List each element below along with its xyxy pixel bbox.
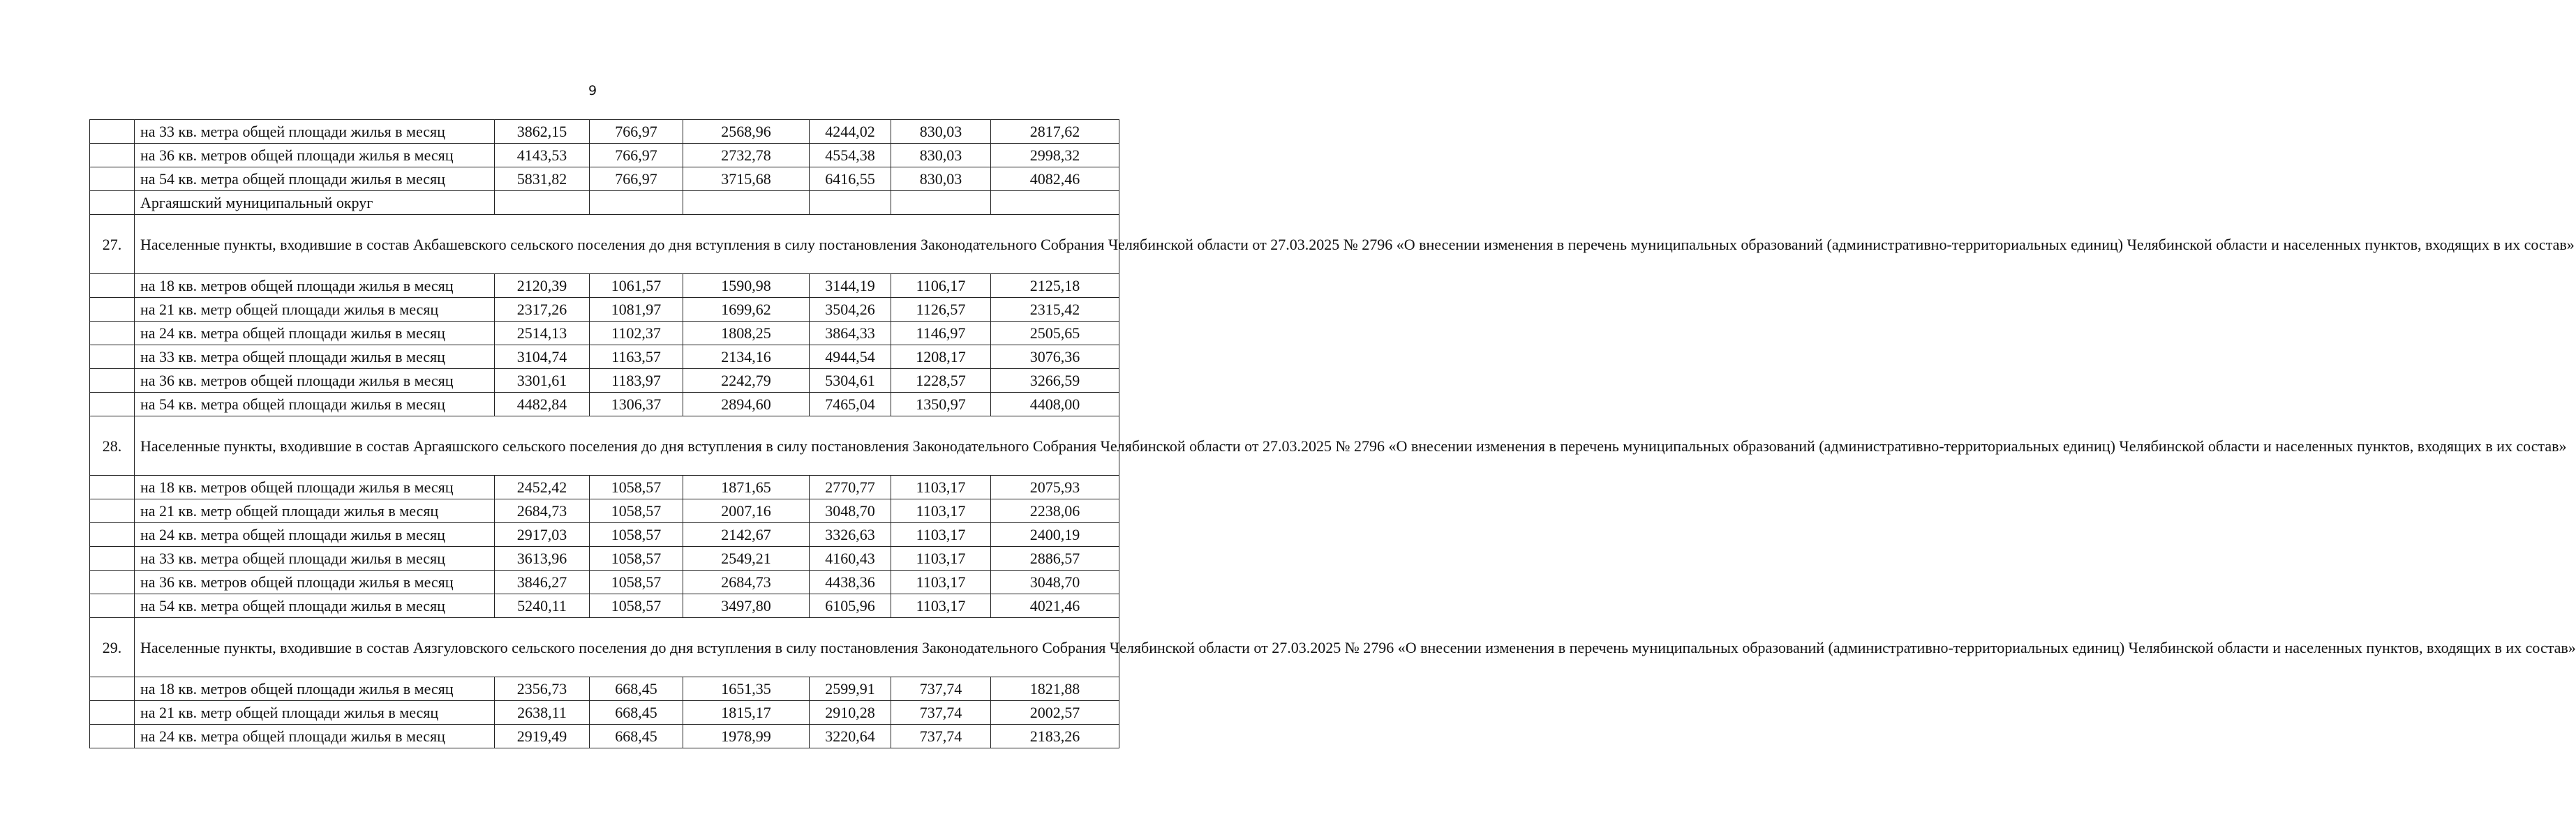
value-cell: 3497,80 bbox=[683, 594, 810, 618]
value-cell: 1103,17 bbox=[891, 571, 991, 594]
table-row bbox=[90, 369, 1119, 393]
row-number bbox=[90, 274, 135, 298]
value-cell: 2125,18 bbox=[991, 274, 1119, 298]
row-number bbox=[90, 345, 135, 369]
value-cell: 2142,67 bbox=[683, 523, 810, 547]
value-cell: 3048,70 bbox=[810, 499, 891, 523]
row-number bbox=[90, 594, 135, 618]
value-cell: 2007,16 bbox=[683, 499, 810, 523]
row-label: на 33 кв. метра общей площади жилья в месяц bbox=[135, 345, 495, 369]
row-label: на 18 кв. метров общей площади жилья в месяц bbox=[135, 476, 495, 499]
value-cell: 2919,49 bbox=[495, 725, 590, 748]
value-cell: 2315,42 bbox=[991, 298, 1119, 322]
row-label: на 33 кв. метра общей площади жилья в месяц bbox=[135, 547, 495, 571]
value-cell: 3715,68 bbox=[683, 167, 810, 191]
value-cell: 5304,61 bbox=[810, 369, 891, 393]
table-row bbox=[90, 547, 1119, 571]
table-row bbox=[90, 120, 1119, 144]
value-cell: 4244,02 bbox=[810, 120, 891, 144]
value-cell: 7465,04 bbox=[810, 393, 891, 416]
value-cell: 668,45 bbox=[590, 725, 683, 748]
row-number bbox=[90, 701, 135, 725]
value-cell: 4944,54 bbox=[810, 345, 891, 369]
value-cell: 1103,17 bbox=[891, 476, 991, 499]
value-cell: 2120,39 bbox=[495, 274, 590, 298]
row-label: на 24 кв. метра общей площади жилья в месяц bbox=[135, 322, 495, 345]
value-cell: 2894,60 bbox=[683, 393, 810, 416]
value-cell: 1103,17 bbox=[891, 547, 991, 571]
value-cell: 2638,11 bbox=[495, 701, 590, 725]
value-cell: 3220,64 bbox=[810, 725, 891, 748]
value-cell: 1058,57 bbox=[590, 476, 683, 499]
value-cell: 3076,36 bbox=[991, 345, 1119, 369]
value-cell: 3613,96 bbox=[495, 547, 590, 571]
value-cell: 1061,57 bbox=[590, 274, 683, 298]
row-label: на 21 кв. метр общей площади жилья в месяц bbox=[135, 298, 495, 322]
value-cell: 3862,15 bbox=[495, 120, 590, 144]
value-cell: 4082,46 bbox=[991, 167, 1119, 191]
value-cell: 4554,38 bbox=[810, 144, 891, 167]
value-cell: 1590,98 bbox=[683, 274, 810, 298]
section-description: Населенные пункты, входившие в состав Аргаяшского сельского поселения до дня вступления в силу постановления Законодательного Собрания Челябинской области от 27.03.2025 № 2796 «О внесении изменения в перечень муниципальных образований (административно-территориальных единиц) Челябинской области и населенных пунктов, входящих в их состав» bbox=[135, 416, 1119, 476]
value-cell: 1651,35 bbox=[683, 677, 810, 701]
tariff-table bbox=[89, 119, 2576, 748]
row-label: на 36 кв. метров общей площади жилья в месяц bbox=[135, 369, 495, 393]
row-number bbox=[90, 322, 135, 345]
value-cell: 830,03 bbox=[891, 144, 991, 167]
value-cell: 1081,97 bbox=[590, 298, 683, 322]
value-cell bbox=[810, 191, 891, 215]
row-number bbox=[90, 547, 135, 571]
row-number bbox=[90, 523, 135, 547]
value-cell: 2075,93 bbox=[991, 476, 1119, 499]
value-cell bbox=[683, 191, 810, 215]
value-cell: 4438,36 bbox=[810, 571, 891, 594]
table-row bbox=[90, 677, 1119, 701]
row-number: 28. bbox=[90, 416, 135, 476]
value-cell: 4408,00 bbox=[991, 393, 1119, 416]
value-cell: 830,03 bbox=[891, 120, 991, 144]
value-cell: 1146,97 bbox=[891, 322, 991, 345]
table-row bbox=[90, 298, 1119, 322]
value-cell: 2568,96 bbox=[683, 120, 810, 144]
row-number bbox=[90, 144, 135, 167]
value-cell: 2356,73 bbox=[495, 677, 590, 701]
value-cell: 2549,21 bbox=[683, 547, 810, 571]
table-row bbox=[90, 499, 1119, 523]
value-cell: 1102,37 bbox=[590, 322, 683, 345]
table-row bbox=[90, 523, 1119, 547]
value-cell: 3864,33 bbox=[810, 322, 891, 345]
row-number bbox=[90, 167, 135, 191]
value-cell: 2684,73 bbox=[495, 499, 590, 523]
row-number: 29. bbox=[90, 618, 135, 677]
value-cell: 2242,79 bbox=[683, 369, 810, 393]
table-row bbox=[90, 701, 1119, 725]
value-cell: 2599,91 bbox=[810, 677, 891, 701]
value-cell: 1808,25 bbox=[683, 322, 810, 345]
row-number bbox=[90, 369, 135, 393]
row-label: на 36 кв. метров общей площади жилья в месяц bbox=[135, 144, 495, 167]
value-cell: 1126,57 bbox=[891, 298, 991, 322]
row-number bbox=[90, 499, 135, 523]
row-label: на 21 кв. метр общей площади жилья в месяц bbox=[135, 499, 495, 523]
value-cell: 668,45 bbox=[590, 701, 683, 725]
row-number bbox=[90, 393, 135, 416]
section-row bbox=[90, 416, 1119, 476]
value-cell: 3846,27 bbox=[495, 571, 590, 594]
value-cell: 2817,62 bbox=[991, 120, 1119, 144]
row-label: на 21 кв. метр общей площади жилья в месяц bbox=[135, 701, 495, 725]
value-cell: 3104,74 bbox=[495, 345, 590, 369]
row-label: на 54 кв. метра общей площади жилья в месяц bbox=[135, 393, 495, 416]
table-row bbox=[90, 274, 1119, 298]
value-cell: 1058,57 bbox=[590, 523, 683, 547]
row-label: на 54 кв. метра общей площади жилья в месяц bbox=[135, 594, 495, 618]
value-cell: 4021,46 bbox=[991, 594, 1119, 618]
value-cell: 3266,59 bbox=[991, 369, 1119, 393]
value-cell: 1821,88 bbox=[991, 677, 1119, 701]
value-cell: 2998,32 bbox=[991, 144, 1119, 167]
table-row bbox=[90, 393, 1119, 416]
page-number: 9 bbox=[588, 83, 597, 98]
table-row bbox=[90, 144, 1119, 167]
value-cell: 2400,19 bbox=[991, 523, 1119, 547]
value-cell: 6105,96 bbox=[810, 594, 891, 618]
value-cell: 3048,70 bbox=[991, 571, 1119, 594]
value-cell: 2886,57 bbox=[991, 547, 1119, 571]
value-cell: 2183,26 bbox=[991, 725, 1119, 748]
row-number bbox=[90, 298, 135, 322]
value-cell: 1103,17 bbox=[891, 594, 991, 618]
value-cell: 4143,53 bbox=[495, 144, 590, 167]
value-cell: 737,74 bbox=[891, 701, 991, 725]
table-row bbox=[90, 594, 1119, 618]
value-cell: 737,74 bbox=[891, 677, 991, 701]
value-cell: 1058,57 bbox=[590, 594, 683, 618]
value-cell: 830,03 bbox=[891, 167, 991, 191]
value-cell: 1103,17 bbox=[891, 499, 991, 523]
value-cell: 668,45 bbox=[590, 677, 683, 701]
value-cell: 1871,65 bbox=[683, 476, 810, 499]
section-row bbox=[90, 618, 1119, 677]
value-cell bbox=[590, 191, 683, 215]
value-cell: 2684,73 bbox=[683, 571, 810, 594]
value-cell: 2732,78 bbox=[683, 144, 810, 167]
value-cell: 2002,57 bbox=[991, 701, 1119, 725]
table-row bbox=[90, 322, 1119, 345]
table-body bbox=[90, 120, 2576, 748]
table-row bbox=[90, 725, 1119, 748]
value-cell: 2134,16 bbox=[683, 345, 810, 369]
section-row bbox=[90, 215, 1119, 274]
group-row bbox=[90, 191, 1119, 215]
value-cell: 766,97 bbox=[590, 120, 683, 144]
value-cell: 6416,55 bbox=[810, 167, 891, 191]
row-label: на 36 кв. метров общей площади жилья в месяц bbox=[135, 571, 495, 594]
value-cell: 4482,84 bbox=[495, 393, 590, 416]
value-cell: 1106,17 bbox=[891, 274, 991, 298]
row-number bbox=[90, 725, 135, 748]
value-cell: 5831,82 bbox=[495, 167, 590, 191]
value-cell: 2770,77 bbox=[810, 476, 891, 499]
table-row bbox=[90, 167, 1119, 191]
row-label: на 24 кв. метра общей площади жилья в месяц bbox=[135, 523, 495, 547]
section-description: Населенные пункты, входившие в состав Аязгуловского сельского поселения до дня вступления в силу постановления Законодательного Собрания Челябинской области от 27.03.2025 № 2796 «О внесении изменения в перечень муниципальных образований (административно-территориальных единиц) Челябинской области и населенных пунктов, входящих в их состав» bbox=[135, 618, 1119, 677]
value-cell: 766,97 bbox=[590, 144, 683, 167]
value-cell: 737,74 bbox=[891, 725, 991, 748]
section-description: Населенные пункты, входившие в состав Акбашевского сельского поселения до дня вступления в силу постановления Законодательного Собрания Челябинской области от 27.03.2025 № 2796 «О внесении изменения в перечень муниципальных образований (административно-территориальных единиц) Челябинской области и населенных пунктов, входящих в их состав» bbox=[135, 215, 1119, 274]
row-label: на 54 кв. метра общей площади жилья в месяц bbox=[135, 167, 495, 191]
value-cell: 1058,57 bbox=[590, 499, 683, 523]
value-cell: 5240,11 bbox=[495, 594, 590, 618]
row-label: на 18 кв. метров общей площади жилья в месяц bbox=[135, 677, 495, 701]
value-cell: 1208,17 bbox=[891, 345, 991, 369]
table-row bbox=[90, 476, 1119, 499]
value-cell: 766,97 bbox=[590, 167, 683, 191]
value-cell: 2910,28 bbox=[810, 701, 891, 725]
value-cell: 1350,97 bbox=[891, 393, 991, 416]
row-label: на 24 кв. метра общей площади жилья в месяц bbox=[135, 725, 495, 748]
value-cell: 2238,06 bbox=[991, 499, 1119, 523]
row-number bbox=[90, 677, 135, 701]
value-cell: 1978,99 bbox=[683, 725, 810, 748]
value-cell: 3301,61 bbox=[495, 369, 590, 393]
value-cell: 2452,42 bbox=[495, 476, 590, 499]
row-number bbox=[90, 571, 135, 594]
table-row bbox=[90, 345, 1119, 369]
row-label: на 18 кв. метров общей площади жилья в месяц bbox=[135, 274, 495, 298]
value-cell: 2317,26 bbox=[495, 298, 590, 322]
value-cell: 1815,17 bbox=[683, 701, 810, 725]
row-number bbox=[90, 191, 135, 215]
row-label: на 33 кв. метра общей площади жилья в месяц bbox=[135, 120, 495, 144]
value-cell: 1103,17 bbox=[891, 523, 991, 547]
row-number bbox=[90, 120, 135, 144]
group-title: Аргаяшский муниципальный округ bbox=[135, 191, 495, 215]
value-cell: 1163,57 bbox=[590, 345, 683, 369]
table-row bbox=[90, 571, 1119, 594]
value-cell: 3326,63 bbox=[810, 523, 891, 547]
value-cell: 1058,57 bbox=[590, 571, 683, 594]
value-cell: 1228,57 bbox=[891, 369, 991, 393]
value-cell: 4160,43 bbox=[810, 547, 891, 571]
value-cell: 2505,65 bbox=[991, 322, 1119, 345]
value-cell bbox=[891, 191, 991, 215]
value-cell: 2917,03 bbox=[495, 523, 590, 547]
value-cell: 3504,26 bbox=[810, 298, 891, 322]
row-number: 27. bbox=[90, 215, 135, 274]
value-cell bbox=[495, 191, 590, 215]
value-cell: 1306,37 bbox=[590, 393, 683, 416]
row-number bbox=[90, 476, 135, 499]
value-cell: 1699,62 bbox=[683, 298, 810, 322]
value-cell: 1058,57 bbox=[590, 547, 683, 571]
value-cell: 2514,13 bbox=[495, 322, 590, 345]
value-cell: 1183,97 bbox=[590, 369, 683, 393]
value-cell: 3144,19 bbox=[810, 274, 891, 298]
value-cell bbox=[991, 191, 1119, 215]
